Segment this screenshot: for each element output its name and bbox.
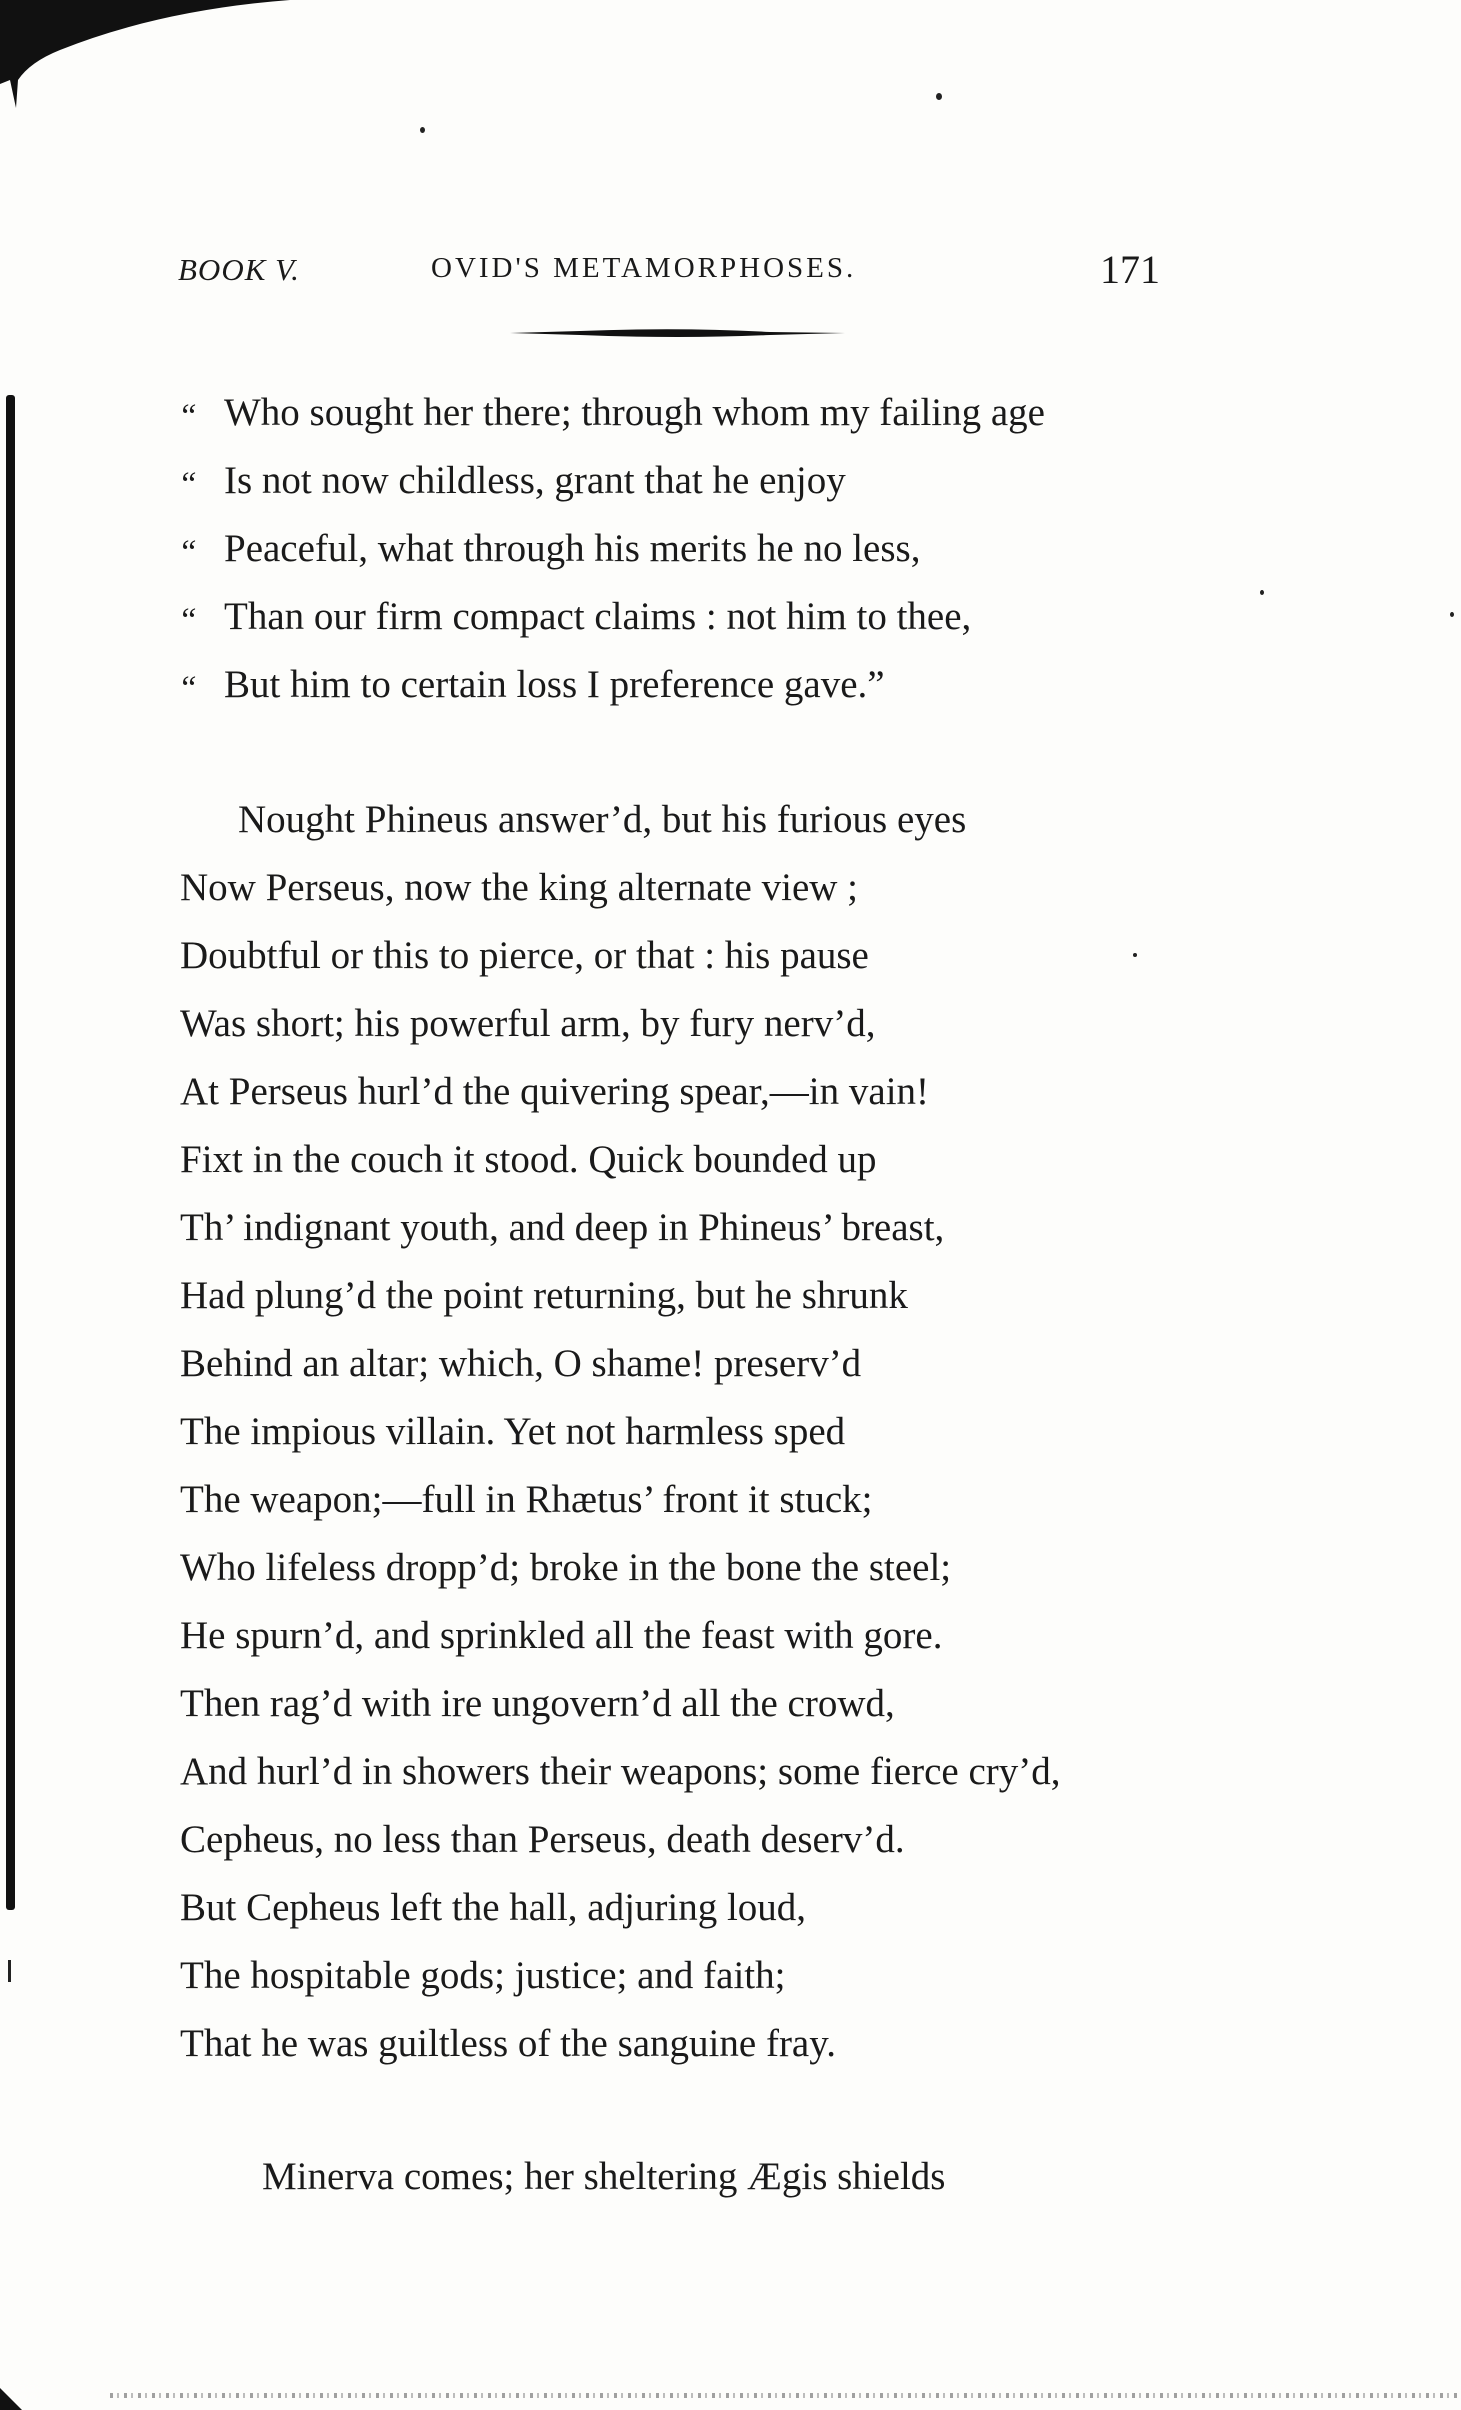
verse-line: Then rag’d with ire ungovern’d all the crowd, <box>180 1682 895 1725</box>
verse-line: But Cepheus left the hall, adjuring loud, <box>180 1886 807 1929</box>
verse-line: That he was guiltless of the sanguine fray. <box>180 2022 836 2065</box>
running-head <box>178 246 1178 296</box>
quote-mark: “ <box>178 602 197 639</box>
quote-mark: “ <box>178 534 197 571</box>
ink-speck <box>936 93 942 100</box>
quote-mark: “ <box>178 670 197 707</box>
verse-line: He spurn’d, and sprinkled all the feast with gore. <box>180 1614 943 1657</box>
bottom-scan-noise <box>110 2393 1460 2398</box>
verse-line: Now Perseus, now the king alternate view ; <box>180 866 859 909</box>
quote-mark: “ <box>178 466 197 503</box>
verse-line: And hurl’d in showers their weapons; some fierce cry’d, <box>180 1750 1061 1793</box>
verse-line: Cepheus, no less than Perseus, death deserv’d. <box>180 1818 905 1861</box>
verse-line: At Perseus hurl’d the quivering spear,—in vain! <box>180 1070 930 1113</box>
verse-line: But him to certain loss I preference gave.” <box>224 663 885 706</box>
ink-speck <box>1450 612 1454 617</box>
verse-line: Than our firm compact claims : not him to thee, <box>224 595 972 638</box>
verse-line: Nought Phineus answer’d, but his furious eyes <box>238 798 967 841</box>
verse-line: Had plung’d the point returning, but he shrunk <box>180 1274 908 1317</box>
verse-line: Peaceful, what through his merits he no less, <box>224 527 921 570</box>
verse-line: Who lifeless dropp’d; broke in the bone the steel; <box>180 1546 952 1589</box>
verse-line: The weapon;—full in Rhætus’ front it stuck; <box>180 1478 873 1521</box>
verse-line-next-stanza: Minerva comes; her sheltering Ægis shields <box>262 2155 946 2198</box>
verse-line: Who sought her there; through whom my failing age <box>224 391 1045 434</box>
running-head-book: BOOK V. <box>178 252 300 287</box>
verse-line: Th’ indignant youth, and deep in Phineus’ breast, <box>180 1206 945 1249</box>
verse-line: The impious villain. Yet not harmless sped <box>180 1410 846 1453</box>
binding-edge-shadow <box>6 395 15 1910</box>
quote-mark: “ <box>178 398 197 435</box>
bottom-corner-mark <box>0 2388 22 2410</box>
page-number: 171 <box>1100 247 1160 292</box>
ink-speck <box>420 127 425 133</box>
verse-line: Is not now childless, grant that he enjoy <box>224 459 846 502</box>
binding-edge-mark <box>8 1960 11 1982</box>
verse-line: Behind an altar; which, O shame! preserv’d <box>180 1342 862 1385</box>
running-head-title: OVID'S METAMORPHOSES. <box>431 252 857 284</box>
page-corner-fold-mark <box>0 0 290 110</box>
ink-speck <box>1260 590 1264 595</box>
verse-line: The hospitable gods; justice; and faith; <box>180 1954 786 1997</box>
head-rule <box>510 327 845 339</box>
ink-speck <box>1133 953 1137 957</box>
verse-line: Was short; his powerful arm, by fury nerv’d, <box>180 1002 876 1045</box>
verse-line: Fixt in the couch it stood. Quick bounded up <box>180 1138 877 1181</box>
verse-line: Doubtful or this to pierce, or that : his pause <box>180 934 869 977</box>
